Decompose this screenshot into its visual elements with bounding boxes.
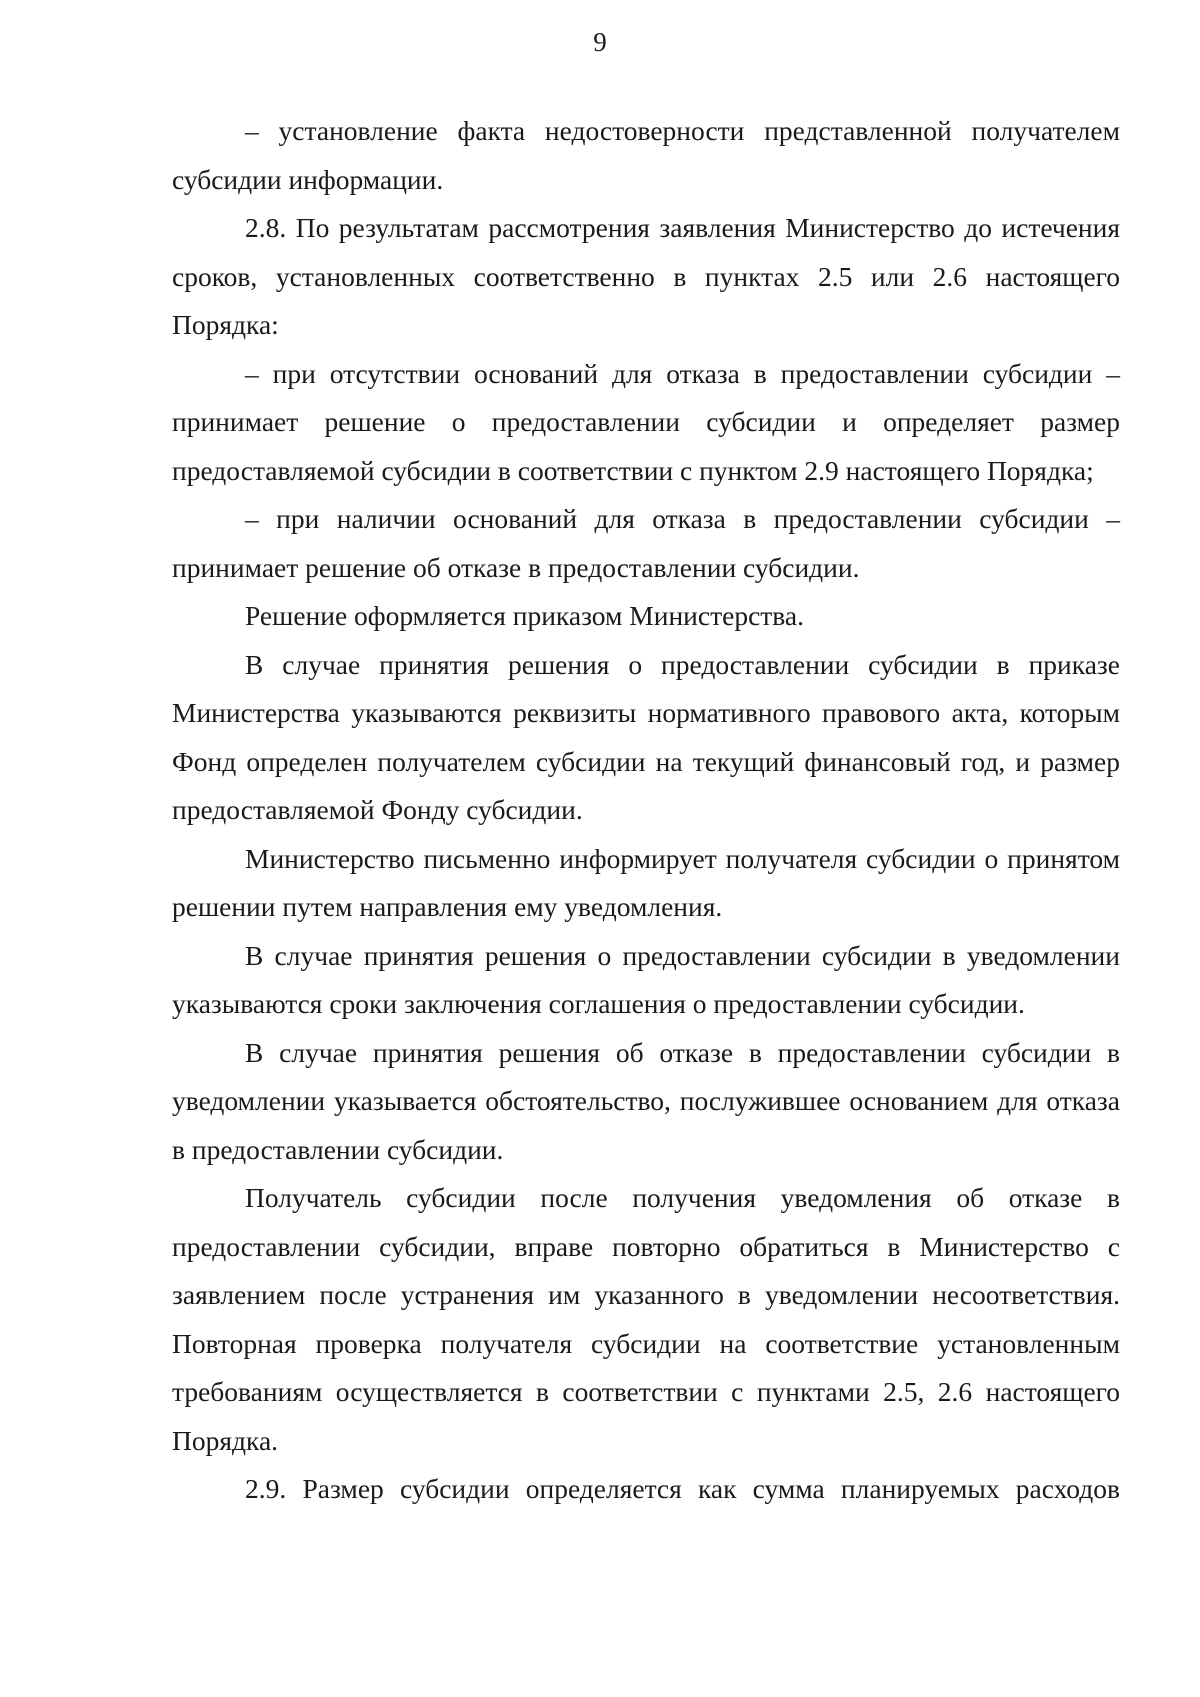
paragraph-notification-refusal: В случае принятия решения об отказе в предоставлении субсидии в уведомлении указывается обстоятельство, послужившее основанием для отказа в предоставлении субсидии. [172, 1036, 1120, 1165]
paragraph-decision-order: Решение оформляется приказом Министерства. [245, 600, 804, 631]
paragraph-repeat-application: Получатель субсидии после получения уведомления об отказе в предоставлении субсидии, вправе повторно обратиться в Министерство с заявлением после устранения им указанного в уведомлении несоответствия. Повторная проверка получателя субсидии на соответствие установленным требованиям осуществляется в соответствии с пунктами 2.5, 2.6 настоящего Порядка. [172, 1182, 1120, 1456]
paragraph-order-details: В случае принятия решения о предоставлении субсидии в приказе Министерства указываются реквизиты нормативного правового акта, которым Фонд определен получателем субсидии на текущий финансовый год, и размер предоставляемой Фонду субсидии. [172, 648, 1120, 825]
paragraph-2-7-last-item: – установление факта недостоверности представленной получателем субсидии информации. [172, 115, 1120, 195]
paragraph-2-8: 2.8. По результатам рассмотрения заявления Министерство до истечения сроков, установленных соответственно в пунктах 2.5 или 2.6 настоящего Порядка: [172, 212, 1120, 340]
page-number: 9 [593, 27, 607, 57]
paragraph-2-8-refuse-item: – при наличии оснований для отказа в предоставлении субсидии – принимает решение об отказе в предоставлении субсидии. [172, 503, 1120, 583]
document-body [172, 107, 1120, 1514]
paragraph-2-9: 2.9. Размер субсидии определяется как сумма планируемых расходов [245, 1473, 1120, 1504]
paragraph-notification-grant: В случае принятия решения о предоставлении субсидии в уведомлении указываются сроки заключения соглашения о предоставлении субсидии. [172, 939, 1120, 1019]
paragraph-2-8-grant-item: – при отсутствии оснований для отказа в предоставлении субсидии – принимает решение о предоставлении субсидии и определяет размер предоставляемой субсидии в соответствии с пунктом 2.9 настоящего Порядка; [172, 357, 1120, 486]
paragraph-notification: Министерство письменно информирует получателя субсидии о принятом решении путем направления ему уведомления. [172, 842, 1120, 922]
